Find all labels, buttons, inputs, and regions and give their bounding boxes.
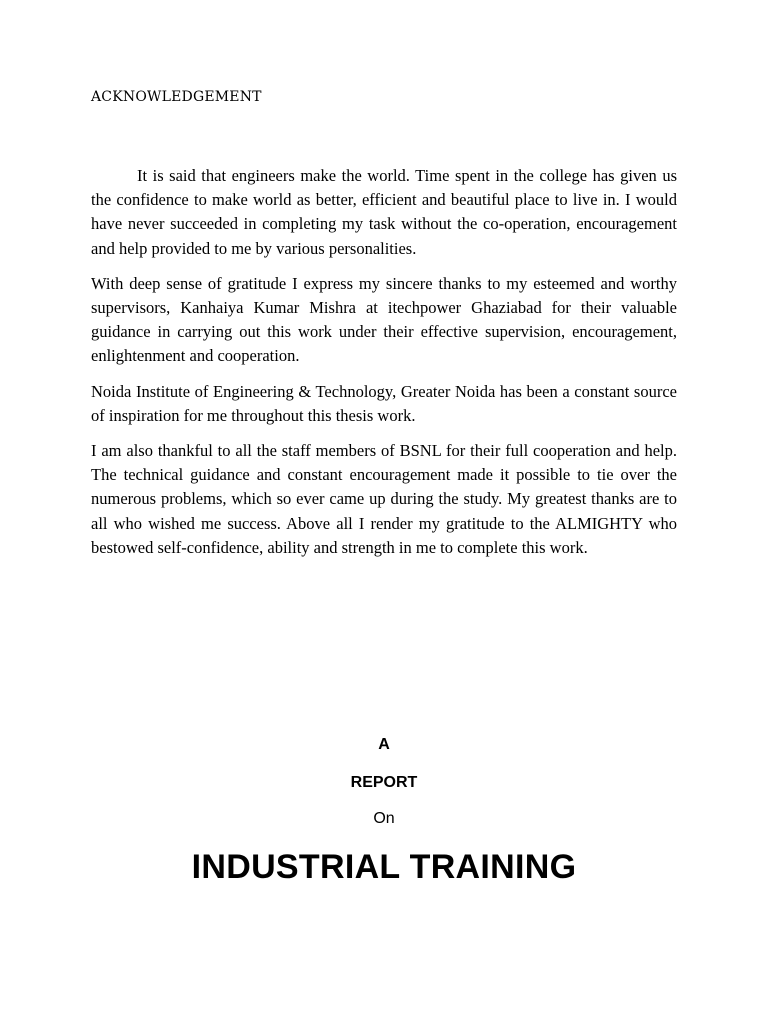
paragraph-1: It is said that engineers make the world. Time spent in the college has given us the confidence to make world as better, efficient and beautiful place to live in. I would have never succeeded in completing my task without the co-operation, encouragement and help provided to me by various personalities. — [91, 166, 677, 258]
title-line-report: REPORT — [350, 774, 418, 791]
paragraph-2: With deep sense of gratitude I express my sincere thanks to my esteemed and worthy supervisors, Kanhaiya Kumar Mishra at itechpower Ghaziabad for their valuable guidance in carrying out this work under their effective supervision, encouragement, enlightenment and cooperation. — [91, 273, 677, 366]
acknowledgement-heading: ACKNOWLEDGEMENT — [91, 89, 262, 105]
paragraph-3: Noida Institute of Engineering & Technology, Greater Noida has been a constant source of inspiration for me throughout this thesis work. — [91, 381, 677, 425]
report-main-title: INDUSTRIAL TRAINING — [191, 848, 577, 886]
title-line-a: A — [378, 736, 390, 753]
title-line-on: On — [373, 810, 395, 827]
paragraph-4: I am also thankful to all the staff members of BSNL for their full cooperation and help. The technical guidance and constant encouragement made it possible to tie over the numerous problems, which so ever came up during the study. My greatest thanks are to all who wished me success. Above all I render my gratitude to the ALMIGHTY who bestowed self-confidence, ability and strength in me to complete this work. — [91, 441, 677, 557]
acknowledgement-body — [91, 164, 677, 571]
